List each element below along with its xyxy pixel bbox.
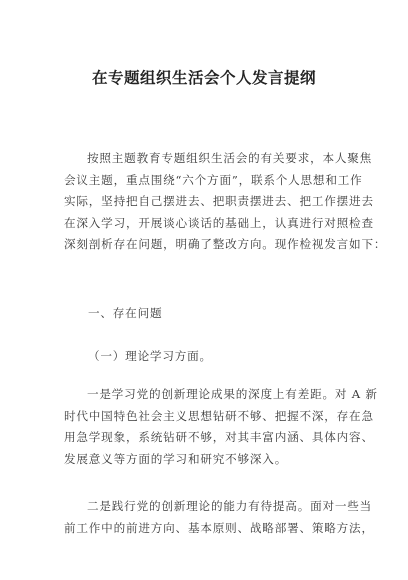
section-heading: 一、存在问题: [88, 306, 163, 320]
point1-paragraph: [64, 384, 378, 470]
point1-line: 用急学现象，系统钻研不够，对其丰富内涵、具体内容、: [64, 430, 374, 444]
intro-line: 深刻剖析存在问题，明确了整改方向。现作检视发言如下：: [64, 237, 387, 251]
document-title: 在专题组织生活会个人发言提纲: [91, 69, 316, 87]
point2-line: 二是践行党的创新理论的能力有待提高。面对一些当: [87, 499, 373, 513]
point1-line: 一是学习党的创新理论成果的深度上有差距。对 A 新: [87, 387, 378, 401]
intro-line: 会议主题，重点围绕“六个方面”，联系个人思想和工作: [64, 172, 363, 187]
intro-line: 按照主题教育专题组织生活会的有关要求，本人聚焦: [87, 151, 373, 165]
intro-paragraph: [64, 148, 387, 256]
intro-line: 在深入学习，开展谈心谈话的基础上，认真进行对照检查: [64, 215, 374, 230]
point2-line: 前工作中的前进方向、基本原则、战略部署、策略方法，: [64, 520, 374, 535]
point1-line: 时代中国特色社会主义思想钻研不够、把握不深，存在急: [64, 408, 374, 423]
point1-line: 发展意义等方面的学习和研究不够深入。: [64, 451, 288, 466]
point2-paragraph: [64, 496, 374, 539]
intro-line: 实际，坚持把自己摆进去、把职责摆进去、把工作摆进去: [64, 194, 374, 208]
subsection-heading: （一）理论学习方面。: [88, 349, 212, 363]
